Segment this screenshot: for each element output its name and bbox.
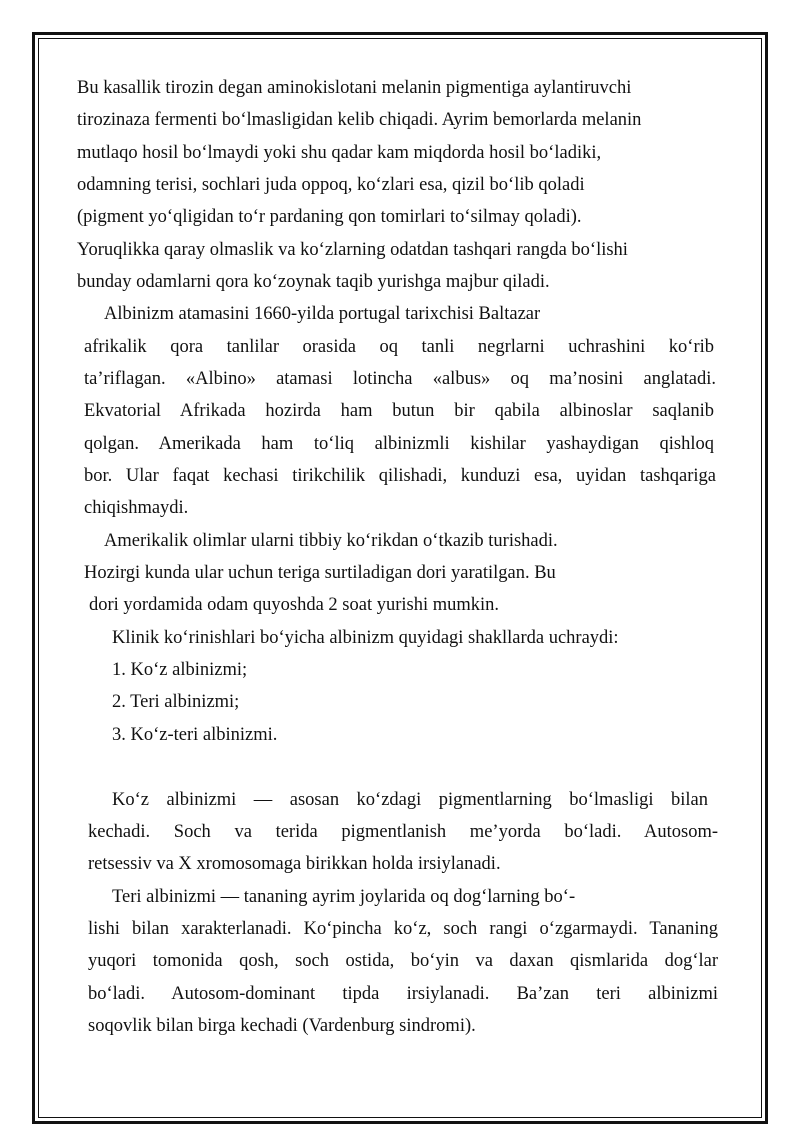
text-line: (pigment yo‘qligidan to‘r pardaning qon tomirlari to‘silmay qoladi). [77,207,582,227]
text-line: Hozirgi kunda ular uchun teriga surtiladigan dori yaratilgan. Bu [84,563,556,583]
text-line: bo‘ladi. Autosom-dominant tipda irsiylanadi. Ba’zan teri albinizmi [88,984,718,1004]
text-line: Ko‘z albinizmi — asosan ko‘zdagi pigmentlarning bo‘lmasligi bilan [112,790,708,810]
list-item: 3. Ko‘z-teri albinizmi. [112,725,278,745]
text-line: Ekvatorial Afrikada hozirda ham butun bir qabila albinoslar saqlanib [84,401,714,421]
text-line: dori yordamida odam quyoshda 2 soat yurishi mumkin. [89,595,500,615]
text-line: mutlaqo hosil bo‘lmaydi yoki shu qadar kam miqdorda hosil bo‘ladiki, [77,143,602,163]
text-line: kechadi. Soch va terida pigmentlanish me’yorda bo‘ladi. Autosom- [88,822,718,842]
text-line: Amerikalik olimlar ularni tibbiy ko‘rikdan o‘tkazib turishadi. [104,531,558,551]
text-line: yuqori tomonida qosh, soch ostida, bo‘yin va daxan qismlarida dog‘lar [88,951,718,971]
text-line: lishi bilan xarakterlanadi. Ko‘pincha ko‘z, soch rangi o‘zgarmaydi. Tananing [88,919,718,939]
text-line: Teri albinizmi — tananing ayrim joylarida oq dog‘larning bo‘- [112,887,576,907]
text-line: bor. Ular faqat kechasi tirikchilik qilishadi, kunduzi esa, uyidan tashqariga [84,466,716,486]
text-line: afrikalik qora tanlilar orasida oq tanli negrlarni uchrashini ko‘rib [84,337,714,357]
text-line: chiqishmaydi. [84,498,189,518]
text-line: Albinizm atamasini 1660-yilda portugal tarixchisi Baltazar [104,304,541,324]
list-item: 1. Ko‘z albinizmi; [112,660,248,680]
text-line: soqovlik bilan birga kechadi (Vardenburg sindromi). [88,1016,476,1036]
text-line: Klinik ko‘rinishlari bo‘yicha albinizm quyidagi shakllarda uchraydi: [112,628,619,648]
text-line: retsessiv va X xromosomaga birikkan holda irsiylanadi. [88,854,501,874]
list-item: 2. Teri albinizmi; [112,692,240,712]
text-line: Yoruqlikka qaray olmaslik va ko‘zlarning odatdan tashqari rangda bo‘lishi [77,240,628,260]
text-line: ta’riflagan. «Albino» atamasi lotincha «albus» oq ma’nosini anglatadi. [84,369,716,389]
text-line: odamning terisi, sochlari juda oppoq, ko‘zlari esa, qizil bo‘lib qoladi [77,175,585,195]
text-line: qolgan. Amerikada ham to‘liq albinizmli kishilar yashaydigan qishloq [84,434,714,454]
text-line: bunday odamlarni qora ko‘zoynak taqib yurishga majbur qiladi. [77,272,550,292]
text-line: Bu kasallik tirozin degan aminokislotani melanin pigmentiga aylantiruvchi [77,78,632,98]
text-line: tirozinaza fermenti bo‘lmasligidan kelib chiqadi. Ayrim bemorlarda melanin [77,110,642,130]
